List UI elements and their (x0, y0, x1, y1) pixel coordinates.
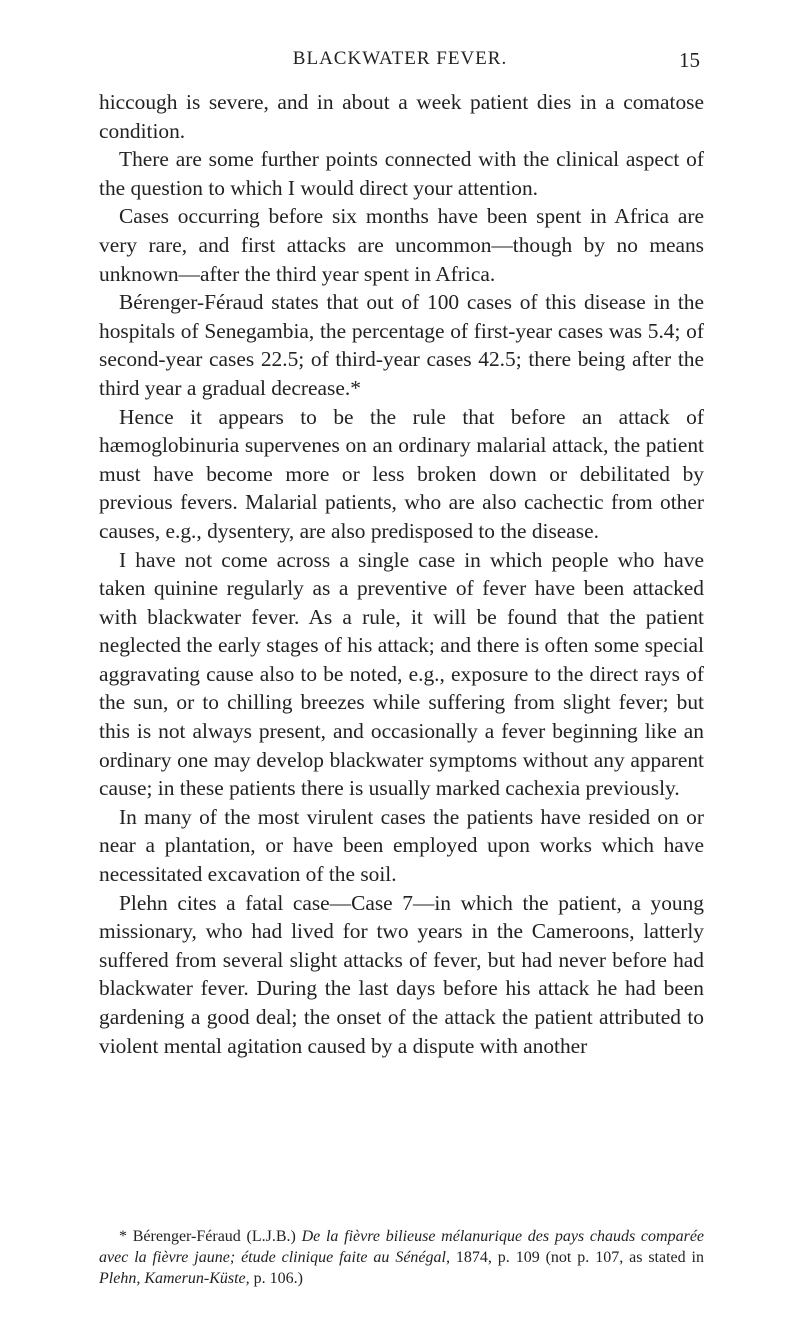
paragraph: Hence it appears to be the rule that before an attack of hæmoglobinuria supervenes on an ordinary malarial attack, the patient must have become more or less broken down or debilitated by previous fevers. Malarial patients, who are also cachectic from other causes, e.g., dysentery, are also predisposed to the disease. (99, 404, 704, 543)
running-title: BLACKWATER FEVER. (292, 48, 508, 69)
paragraph: hiccough is severe, and in about a week patient dies in a comatose condition. (99, 90, 704, 143)
page-number: 15 (679, 48, 700, 72)
paragraph: Bérenger-Féraud states that out of 100 cases of this disease in the hospitals of Senegambia, the percentage of first-year cases was 5.4; of second-year cases 22.5; of third-year cases 42.5; there being after the third year a gradual decrease.* (99, 290, 704, 400)
page-header (0, 48, 800, 78)
paragraph: Cases occurring before six months have been spent in Africa are very rare, and first attacks are uncommon—though by no means unknown—after the third year spent in Africa. (99, 204, 704, 286)
footnote-author: Bérenger-Féraud (L.J.B.) (132, 1228, 296, 1245)
paragraph: Plehn cites a fatal case—Case 7—in which the patient, a young missionary, who had lived for two years in the Cameroons, latterly suffered from several slight attacks of fever, but had never before had blackwater fever. During the last days before his attack he had been gardening a good deal; the onset of the attack the patient attributed to violent mental agitation caused by a dispute with another (99, 890, 704, 1058)
body-text (99, 88, 704, 1060)
footnote (99, 1226, 704, 1289)
footnote-ref-details: p. 106.) (253, 1270, 303, 1287)
footnote-marker: * (119, 1228, 127, 1245)
paragraph: I have not come across a single case in which people who have taken quinine regularly as a preventive of fever have been attacked with blackwater fever. As a rule, it will be found that the patient neglected the early stages of his attack; and there is often some special aggravating cause also to be noted, e.g., exposure to the direct rays of the sun, or to chilling breezes while suffering from slight fever; but this is not always present, and occasionally a fever beginning like an ordinary one may develop blackwater symptoms without any apparent cause; in these patients there is usually marked cachexia previously. (99, 547, 704, 801)
paragraph: In many of the most virulent cases the patients have resided on or near a plantation, or have been employed upon works which have necessitated excavation of the soil. (99, 804, 704, 887)
paragraph: There are some further points connected with the clinical aspect of the question to which I would direct your attention. (99, 147, 704, 200)
footnote-title: De la fièvre bilieuse mélanurique des pays chauds comparée avec la fièvre jaune; étude clinique faite au Sénégal, (99, 1228, 705, 1266)
footnote-details: 1874, p. 109 (not p. 107, as stated in (455, 1249, 705, 1266)
footnote-ref-title: Plehn, Kamerun-Küste, (99, 1270, 250, 1287)
